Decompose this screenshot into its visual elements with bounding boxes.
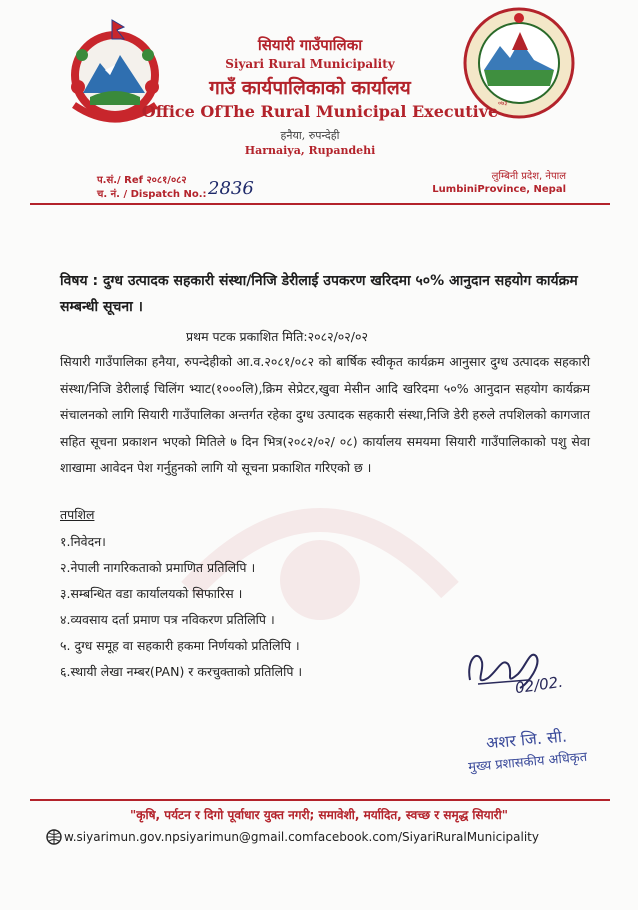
location-np: हनैया, रुपन्देही — [280, 129, 340, 142]
list-item: ३.सम्बन्धित वडा कार्यालयको सिफारिस । — [60, 586, 243, 601]
dispatch-label: च. नं. / Dispatch No.: — [97, 189, 207, 200]
list-item: ५. दुग्ध समूह वा सहकारी हकमा निर्णयको प्रतिलिपि । — [60, 638, 300, 653]
footer-motto: "कृषि, पर्यटन र दिगो पूर्वाधार युक्त नगरी; समावेशी, मर्यादित, स्वच्छ र समृद्ध सियारी" — [130, 808, 508, 822]
footer-divider — [30, 799, 610, 801]
globe-icon — [46, 829, 62, 845]
notice-subject: विषय : दुग्ध उत्पादक सहकारी संस्था/निजि डेरीलाई उपकरण खरिदमा ५०% आनुदान सहयोग कार्यक्रम सम्बन्धी सूचना । — [60, 273, 578, 315]
logo-caption: ०७३ — [498, 100, 508, 107]
municipality-name-en: Siyari Rural Municipality — [225, 57, 395, 71]
list-item: १.निवेदन। — [60, 534, 106, 549]
province-np: लुम्बिनी प्रदेश, नेपाल — [491, 171, 566, 182]
footer-contact: w.siyarimun.gov.npsiyarimun@gmail.comfacebook.com/SiyariRuralMunicipality — [64, 830, 539, 844]
list-item: ६.स्थायी लेखा नम्बर(PAN) र करचुक्ताको प्रतिलिपि । — [60, 664, 303, 679]
publication-date: प्रथम पटक प्रकाशित मिति:२०८२/०२/०२ — [186, 329, 369, 344]
notice-body: सियारी गाउँपालिका हनैया, रुपन्देहीको आ.व.२०८१/०८२ को बार्षिक स्वीकृत कार्यक्रम आनुसार दुग्ध उत्पादक सहकारी संस्था/निजि डेरीलाई चिलिंग भ्याट(१०००लि),क्रिम सेप्रेटर,खुवा मेसीन आदि खरिदमा ५०% आनुदान सहयोग कार्यक्रम संचालनको लागि सियारी गाउँपालिका अन्तर्गत रहेका दुग्ध उत्पादक सहकारी संस्था,निजि डेरी हरुले तपशिलको कागजात सहित सूचना प्रकाशन भएको मितिले ७ दिन भित्र(२०८२/०२/ ०८) कार्यालय समयमा सियारी गाउँपालिकाको पशु सेवा शाखामा आवेदन पेश गर्नुहुनको लागि यो सूचना प्रकाशित गरिएको छ । — [60, 354, 590, 475]
stamp-name: अशर जि. सी. — [485, 726, 568, 753]
location-en: Harnaiya, Rupandehi — [244, 144, 376, 157]
office-name-np: गाउँ कार्यपालिकाको कार्यालय — [209, 77, 411, 99]
document-list-heading: तपशिल — [60, 507, 95, 522]
signature-date: 02/02. — [513, 672, 565, 698]
dispatch-number: 2836 — [208, 178, 254, 199]
stamp-title: मुख्य प्रशासकीय अधिकृत — [467, 749, 588, 776]
office-name-en: Office OfThe Rural Municipal Executive — [141, 102, 499, 121]
list-item: ४.व्यवसाय दर्ता प्रमाण पत्र नविकरण प्रतिलिपि । — [60, 612, 275, 627]
municipality-name-np: सियारी गाउँपालिका — [257, 36, 363, 54]
list-item: २.नेपाली नागरिकताको प्रमाणित प्रतिलिपि । — [60, 560, 256, 575]
header-divider — [30, 203, 610, 205]
reference-number: प.सं./ Ref २०८१/०८२ — [97, 175, 187, 186]
province-en: LumbiniProvince, Nepal — [432, 184, 566, 195]
